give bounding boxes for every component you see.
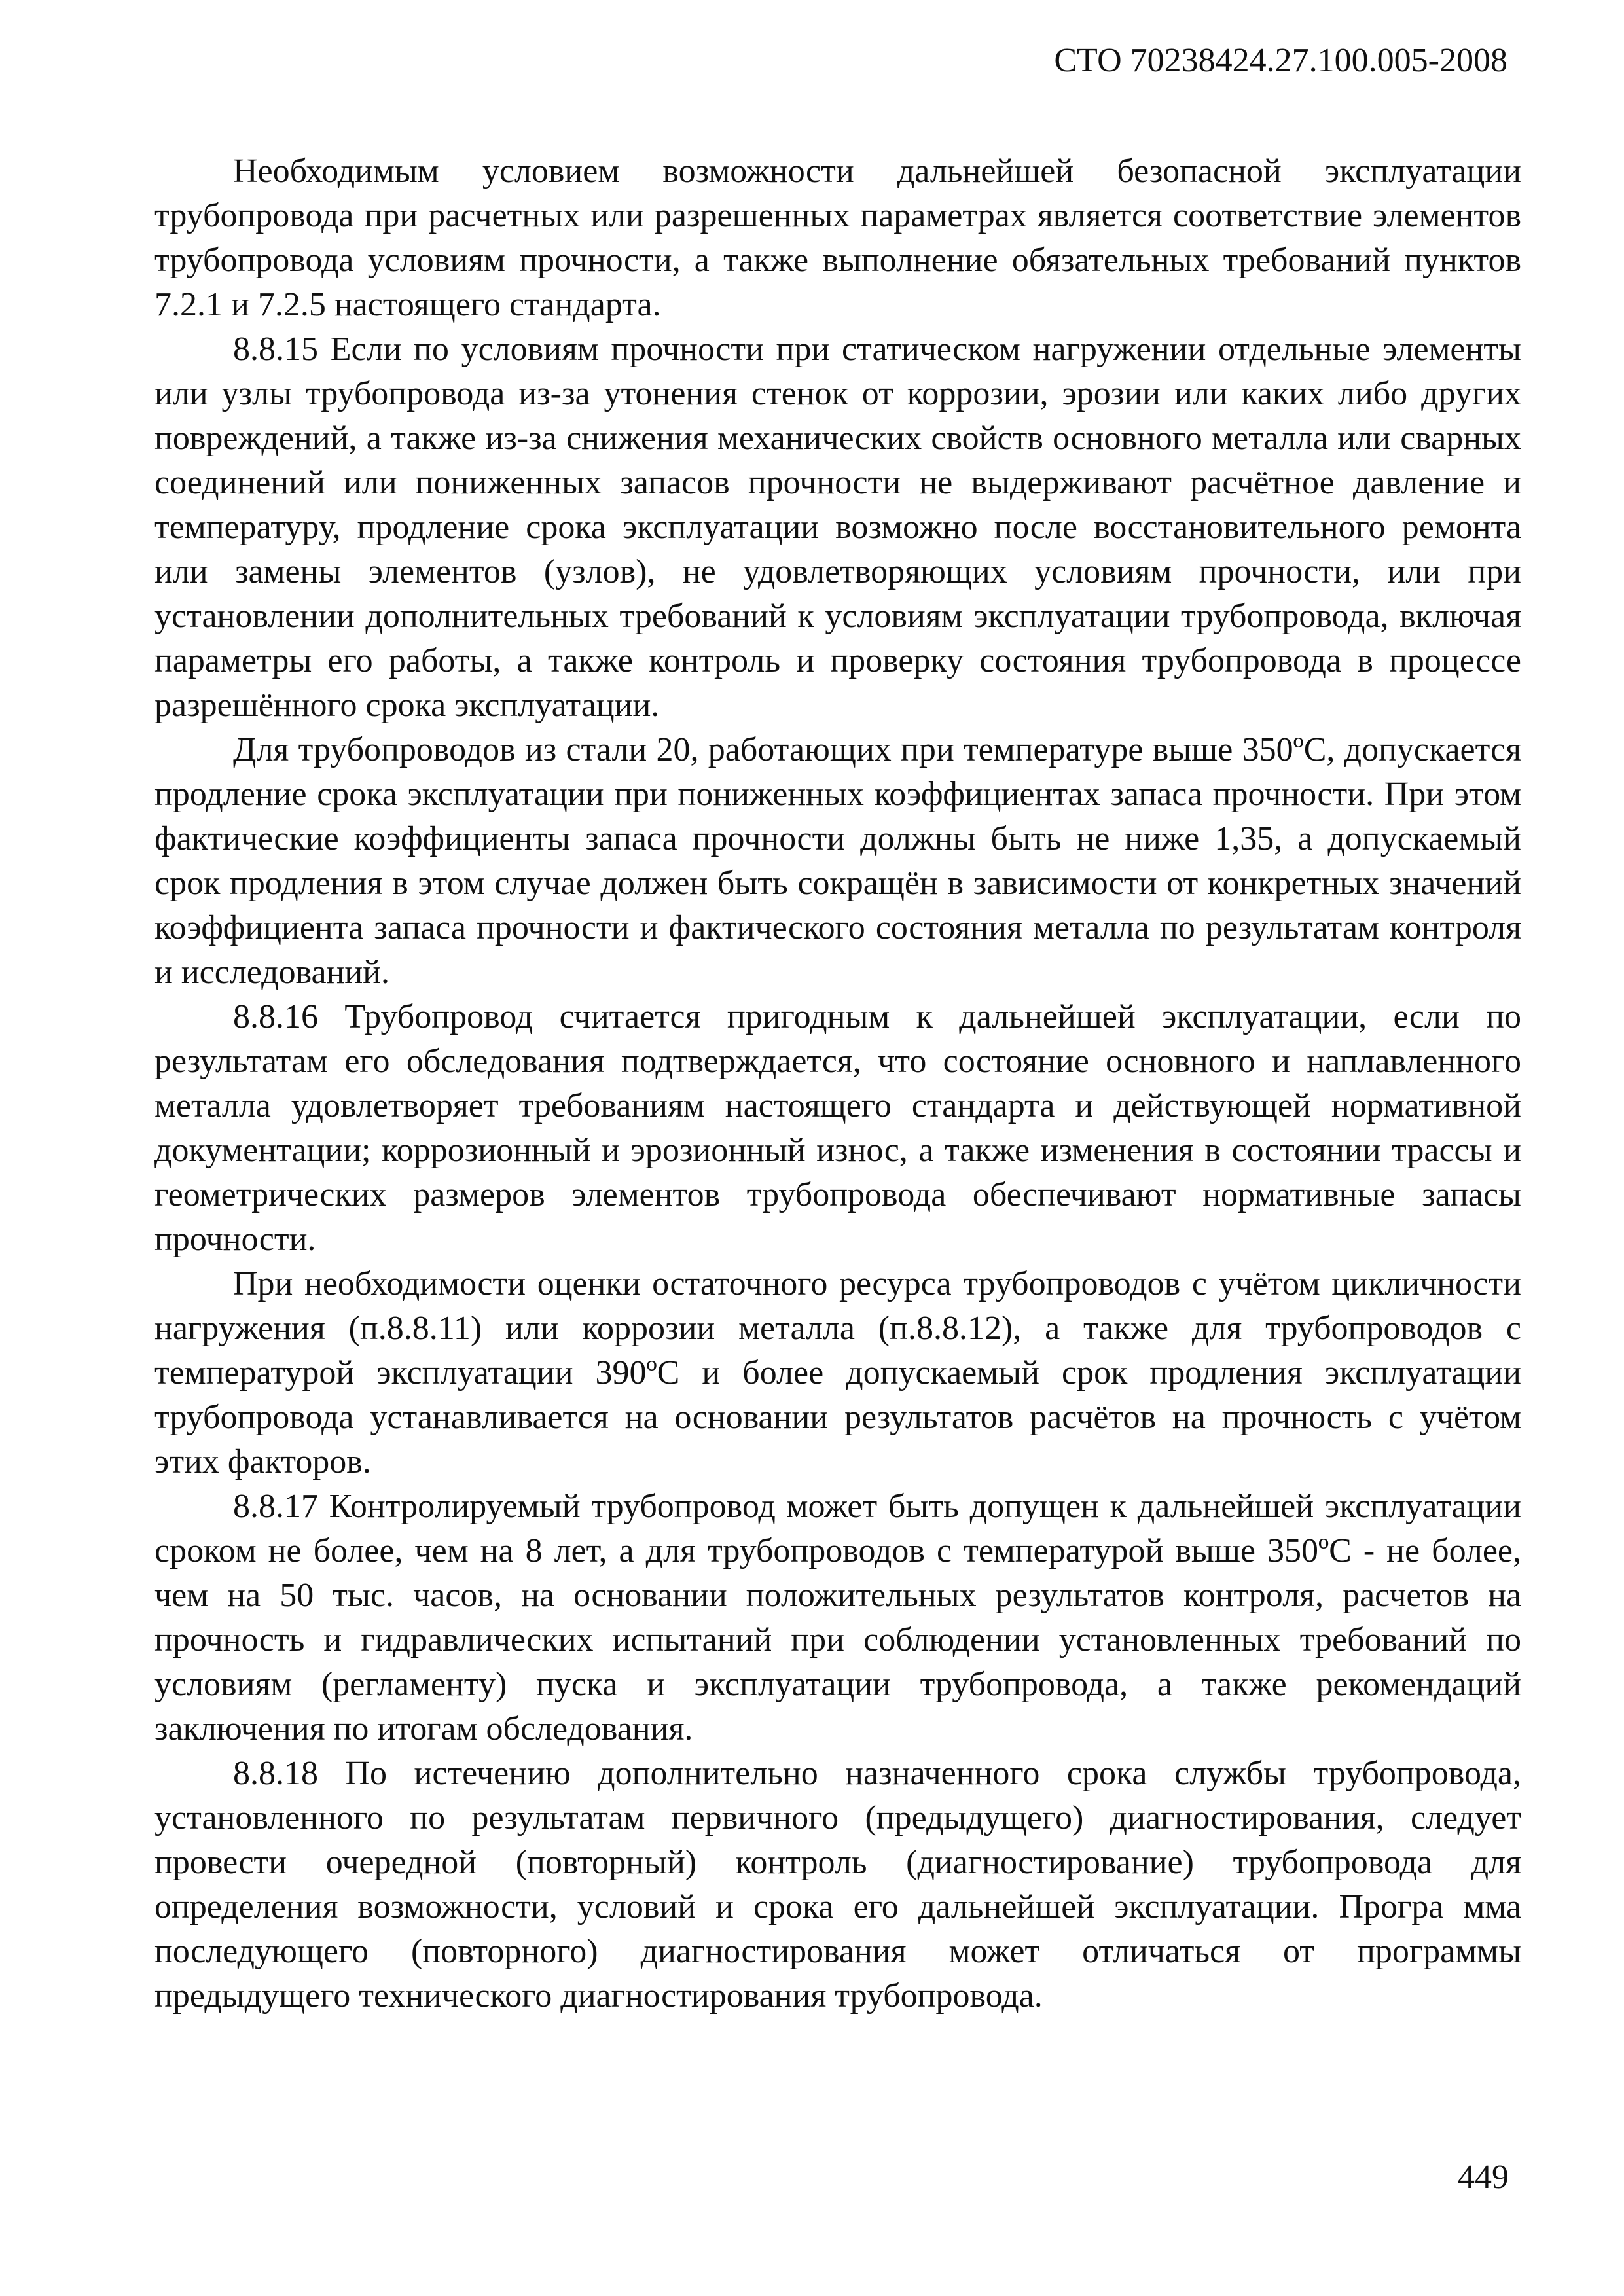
document-body (154, 149, 1521, 2018)
paragraph-8-8-16: 8.8.16 Трубопровод считается пригодным к дальнейшей эксплуатации, если по результатам его обследования подтверждается, что состояние основного и наплавленного металла удовлетворяет требованиям настоящего стандарта и действующей нормативной документации; коррозионный и эрозионный износ, а также изменения в состоянии трассы и геометрических размеров элементов трубопровода обеспечивают нормативные запасы прочности. (154, 998, 1521, 1258)
paragraph-8-8-17: 8.8.17 Контролируемый трубопровод может быть допущен к дальнейшей эксплуатации сроком не более, чем на 8 лет, а для трубопроводов с температурой выше 350ºС - не более, чем на 50 тыс. часов, на основании положительных результатов контроля, расчетов на прочность и гидравлических испытаний при соблюдении установленных требований по условиям (регламенту) пуска и эксплуатации трубопровода, а также рекомендаций заключения по итогам обследования. (154, 1488, 1521, 1748)
paragraph-residual-resource: При необходимости оценки остаточного ресурса трубопроводов с учётом цикличности нагружения (п.8.8.11) или коррозии металла (п.8.8.12), а также для трубопроводов с температурой эксплуатации 390ºС и более допускаемый срок продления эксплуатации трубопровода устанавливается на основании результатов расчётов на прочность с учётом этих факторов. (154, 1265, 1521, 1480)
page-number: 449 (1458, 2158, 1509, 2196)
paragraph-steel-20: Для трубопроводов из стали 20, работающих при температуре выше 350ºС, допускается продление срока эксплуатации при пониженных коэффициентах запаса прочности. При этом фактические коэффициенты запаса прочности должны быть не ниже 1,35, а допускаемый срок продления в этом случае должен быть сокращён в зависимости от конкретных значений коэффициента запаса прочности и фактического состояния металла по результатам контроля и исследований. (154, 731, 1521, 991)
paragraph-8-8-18: 8.8.18 По истечению дополнительно назначенного срока службы трубопровода, установленного по результатам первичного (предыдущего) диагностирования, следует провести очередной (повторный) контроль (диагностирование) трубопровода для определения возможности, условий и срока его дальнейшей эксплуатации. Програ мма последующего (повторного) диагностирования может отличаться от программы предыдущего технического диагностирования трубопровода. (154, 1755, 1521, 2015)
paragraph-8-8-15: 8.8.15 Если по условиям прочности при статическом нагружении отдельные элементы или узлы трубопровода из-за утонения стенок от коррозии, эрозии или каких либо других повреждений, а также из-за снижения механических свойств основного металла или сварных соединений или пониженных запасов прочности не выдерживают расчётное давление и температуру, продление срока эксплуатации возможно после восстановительного ремонта или замены элементов (узлов), не удовлетворяющих условиям прочности, или при установлении дополнительных требований к условиям эксплуатации трубопровода, включая параметры его работы, а также контроль и проверку состояния трубопровода в процессе разрешённого срока эксплуатации. (154, 331, 1521, 724)
standard-code-header: СТО 70238424.27.100.005-2008 (1054, 42, 1507, 79)
paragraph-intro: Необходимым условием возможности дальнейшей безопасной эксплуатации трубопровода при расчетных или разрешенных параметрах является соответствие элементов трубопровода условиям прочности, а также выполнение обязательных требований пунктов 7.2.1 и 7.2.5 настоящего стандарта. (154, 152, 1521, 323)
